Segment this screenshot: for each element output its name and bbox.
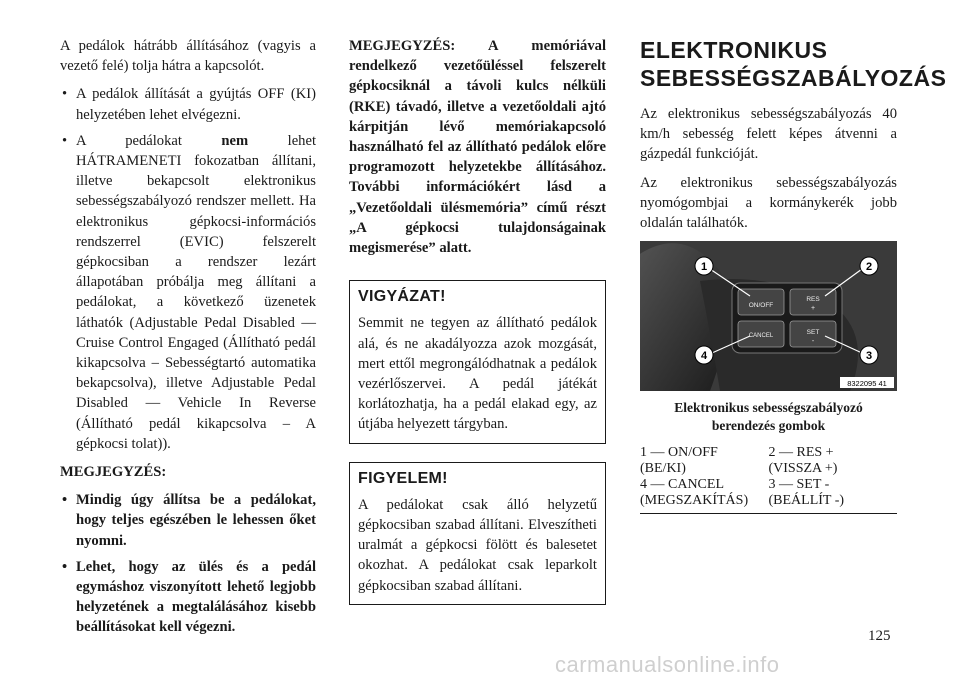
cruise-control-figure <box>640 241 897 391</box>
middle-column <box>349 36 606 623</box>
legend-row: 1 — ON/OFF 2 — RES + <box>640 445 834 461</box>
figure-caption <box>640 399 897 435</box>
left-column <box>60 36 316 646</box>
callout-3: 3 <box>865 350 873 363</box>
watermark: carmanualsonline.info <box>555 652 780 677</box>
note-bullet-text: Mindig úgy állítsa be a pedálokat, hogy teljes egészében le lehessen őket nyomni. <box>76 492 316 549</box>
caution-text: A pedálokat csak álló helyzetű gépkocsiban szabad állítani. Elveszítheti uralmát a gépkocsi fölött és balesetet okozhat. A pedálokat csak leparkolt gépkocsiban szabad állítani. <box>358 496 597 594</box>
res-label: RES <box>806 296 820 304</box>
list-item: • A pedálokat nem lehet HÁTRAMENETI fokozatban állítani, illetve bekapcsolt elektronikus sebességszabályozó rendszer mellett. Ha elektronikus gépkocsi-információs rendszerrel (EVIC) felszerelt gépkocsiban a rendszer lezárt állapotában próbálja meg állítani a pedálokat, a következő üzenetek láthatók (Adjustable Pedal Disabled — Cruise Control Engaged (Állítható pedál kikapcsolva – Sebességtartó automatika bekapcsolva), illetve Adjustable Pedal Disabled — Vehicle In Reverse (Állítható pedál kikapcsolva – A gépkocsi tolat)). <box>62 132 316 452</box>
legend-row: 4 — CANCEL 3 — SET - <box>640 477 830 493</box>
steering-wheel-illustration <box>640 241 897 391</box>
warning-title: VIGYÁZAT! <box>358 288 446 306</box>
legend-row: (MEGSZAKÍTÁS) (BEÁLLÍT -) <box>640 493 845 509</box>
cancel-label: CANCEL <box>748 333 774 340</box>
warning-text: Semmit ne tegyen az állítható pedálok alá, és ne akadályozza azok mozgását, mert ettől megrongálódhatnak a pedálok vezérlőszervei. A pedál játékát korlátozhatja, ha a pedál elakad egy, az útjába helyezett tárgyban. <box>358 315 597 433</box>
warning-box <box>349 280 606 443</box>
bullet-text-pre: A pedálokat <box>76 132 222 149</box>
on-off-label: ON/OFF <box>748 302 774 310</box>
intro-paragraph: A pedálok hátrább állításához (vagyis a vezető felé) tolja hátra a kapcsolót. <box>60 38 316 75</box>
res-sign: + <box>810 305 816 313</box>
section-heading: ELEKTRONIKUS SEBESSÉGSZABÁLYOZÁS <box>640 37 947 91</box>
button-legend <box>640 445 897 514</box>
note-bullet-list <box>60 490 316 637</box>
right-column <box>640 36 947 514</box>
bullet-text-bold: nem <box>221 132 249 149</box>
memory-note: MEGJEGYZÉS: A memóriával rendelkező vezetőüléssel felszerelt gépkocsiknál a távoli kulcs nélküli (RKE) távadó, illetve a vezetőoldali ajtó kárpitján lévő memóriakapcsoló használható fel az állítható pedálok előre programozott helyzetekbe állításához. További információkért lásd a „Vezetőoldali ülésmemória” című részt „A gépkocsi tulajdonságainak megismerése” alatt. <box>349 38 606 257</box>
callout-4: 4 <box>700 350 708 363</box>
page-number: 125 <box>868 628 891 644</box>
list-item: • A pedálok állítását a gyújtás OFF (KI) helyzetében lehet elvégezni. <box>62 86 316 123</box>
set-sign: - <box>811 338 815 346</box>
caption-line: Elektronikus sebességszabályozó <box>674 400 863 416</box>
bullet-text: A pedálok állítását a gyújtás OFF (KI) helyzetében lehet elvégezni. <box>76 86 316 123</box>
callout-1: 1 <box>700 261 708 274</box>
pedal-bullet-list <box>60 84 316 454</box>
note-bullet-text: Lehet, hogy az ülés és a pedál egymáshoz viszonyított lehető legjobb helyzetének a megtalálásához kisebb beállításokat kell végezni. <box>76 558 316 636</box>
list-item: • Lehet, hogy az ülés és a pedál egymáshoz viszonyított lehető legjobb helyzetének a megtalálásához kisebb beállításokat kell végezni. <box>62 558 316 636</box>
list-item: • Mindig úgy állítsa be a pedálokat, hogy teljes egészében le lehessen őket nyomni. <box>62 492 316 549</box>
caution-title: FIGYELEM! <box>358 469 448 487</box>
caution-box <box>349 462 606 605</box>
legend-row: (BE/KI) (VISSZA +) <box>640 461 838 477</box>
caption-line: berendezés gombok <box>711 418 826 434</box>
callout-2: 2 <box>865 261 873 274</box>
note-heading: MEGJEGYZÉS: <box>60 464 167 481</box>
figure-code: 8322095 41 <box>847 379 887 389</box>
cruise-paragraph-2: Az elektronikus sebességszabályozás nyomógombjai a kormánykerék jobb oldalán találhatók. <box>640 174 897 232</box>
set-label: SET <box>806 329 820 337</box>
cruise-paragraph-1: Az elektronikus sebességszabályozás 40 km/h sebesség felett képes átvenni a gázpedál funkcióját. <box>640 106 897 163</box>
bullet-text-post: lehet HÁTRAMENETI fokozatban állítani, illetve bekapcsolt elektronikus sebességszabályozó rendszer mellett. Ha elektronikus gépkocsi-információs rendszerrel (EVIC) felszerelt gépkocsiban a rendszer lezárt állapotában próbálja meg állítani a pedálokat, a következő üzenetek láthatók (Adjustable Pedal Disabled — Cruise Control Engaged (Állítható pedál kikapcsolva – Sebességtartó automatika bekapcsolva), illetve Adjustable Pedal Disabled — Vehicle In Reverse (Állítható pedál kikapcsolva – A gépkocsi tolat)). <box>76 132 316 452</box>
